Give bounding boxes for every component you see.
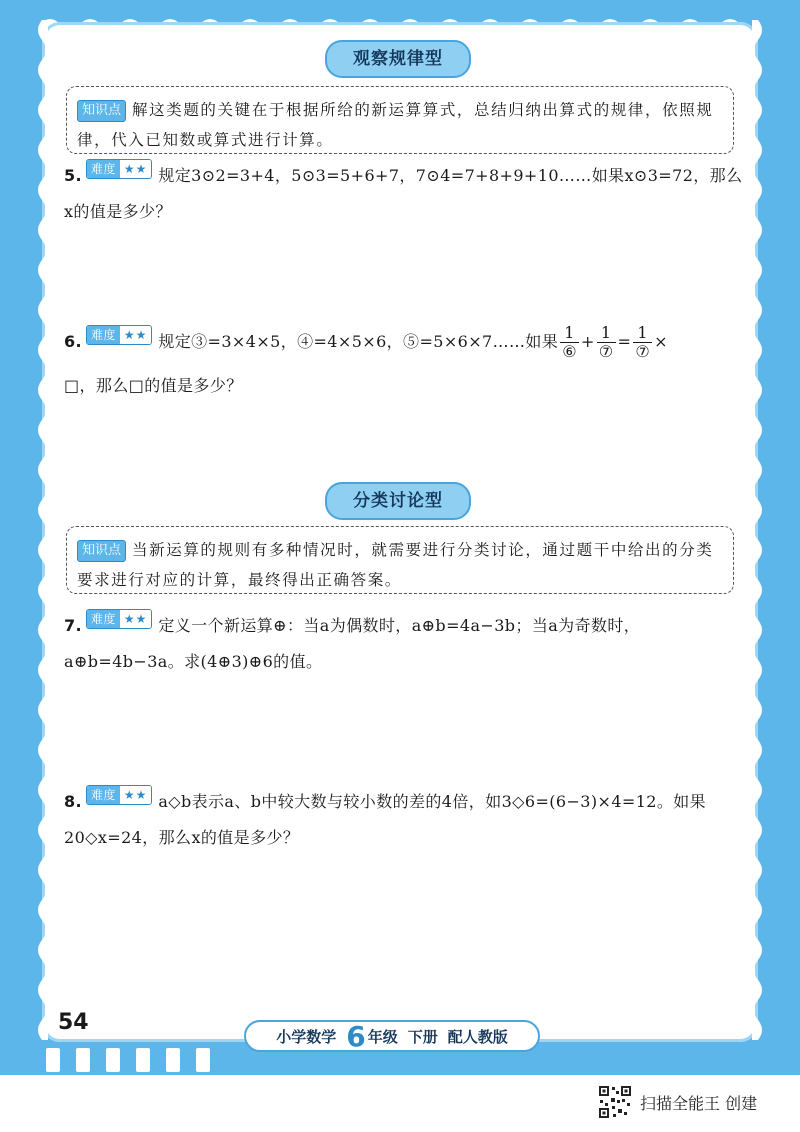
fraction-1: $\frac{1}{\text{⑥}}$ <box>562 323 577 361</box>
star-icon: ★★ <box>120 610 152 628</box>
book-info-pill <box>244 1020 540 1052</box>
qr-code-icon <box>598 1085 632 1119</box>
section-title-observe-pattern: 观察规律型 <box>325 40 471 78</box>
question-text: a◇b表示a、b中较大数与较小数的差的4倍，如3◇6=(6−3)×4=12。如果20◇x=24，那么x的值是多少？ <box>64 792 707 847</box>
question-number: 5. <box>64 166 83 185</box>
volume-label: 下册 <box>407 1027 438 1046</box>
right-wave-edge <box>752 20 766 1040</box>
question-number: 7. <box>64 616 83 635</box>
question-text-b: □，那么□的值是多少？ <box>64 376 243 395</box>
grade-label: 年级 <box>367 1027 398 1046</box>
difficulty-badge: 难度 ★★ <box>86 785 152 805</box>
difficulty-badge: 难度 ★★ <box>86 159 152 179</box>
star-icon: ★★ <box>120 326 152 344</box>
question-7 <box>64 608 744 680</box>
question-text: 规定3⊙2=3+4，5⊙3=5+6+7，7⊙4=7+8+9+10……如果x⊙3=72，那么x的值是多少？ <box>64 166 743 221</box>
subject-label: 小学数学 <box>276 1027 337 1046</box>
question-6: 6. 难度 ★★ 规定③=3×4×5，④=4×5×6，⑤=5×6×7……如果 $\frac{1}{\text{⑥}}$ + $\frac{1}{\text{⑦}}$ = $\frac{1}{\text{⑦}}$ × □，那么□的值是多少？ <box>64 323 668 395</box>
fraction-3: $\frac{1}{\text{⑦}}$ <box>635 323 651 361</box>
question-8 <box>64 784 744 856</box>
difficulty-badge: 难度 ★★ <box>86 325 152 345</box>
fraction-2: $\frac{1}{\text{⑦}}$ <box>598 323 614 361</box>
question-number: 8. <box>64 792 83 811</box>
knowledge-text-2: 当新运算的规则有多种情况时，就需要进行分类讨论，通过题干中给出的分类要求进行对应的计算，最终得出正确答案。 <box>77 541 714 589</box>
knowledge-text-1: 解这类题的关键在于根据所给的新运算算式，总结归纳出算式的规律，依照规律，代入已知数或算式进行计算。 <box>77 101 714 149</box>
question-text: 定义一个新运算⊕：当a为偶数时，a⊕b=4a−3b；当a为奇数时，a⊕b=4b−3a。求(4⊕3)⊕6的值。 <box>64 616 641 671</box>
knowledge-badge: 知识点 <box>77 100 126 122</box>
knowledge-box-1 <box>66 86 734 154</box>
star-icon: ★★ <box>120 786 152 804</box>
scanner-watermark <box>598 1082 757 1122</box>
watermark-text: 扫描全能王 创建 <box>640 1093 758 1113</box>
page-number: 54 <box>58 1010 89 1035</box>
question-number: 6. <box>64 332 83 351</box>
grade-number: 6 <box>346 1019 366 1053</box>
edition-label: 配人教版 <box>447 1027 508 1046</box>
difficulty-badge: 难度 ★★ <box>86 609 152 629</box>
question-text-a: 规定③=3×4×5，④=4×5×6，⑤=5×6×7……如果 <box>158 332 559 351</box>
star-icon: ★★ <box>120 160 152 178</box>
question-5 <box>64 158 744 230</box>
left-wave-edge <box>34 20 48 1040</box>
knowledge-box-2 <box>66 526 734 594</box>
section-title-classify-discuss: 分类讨论型 <box>325 482 471 520</box>
knowledge-badge: 知识点 <box>77 540 126 562</box>
